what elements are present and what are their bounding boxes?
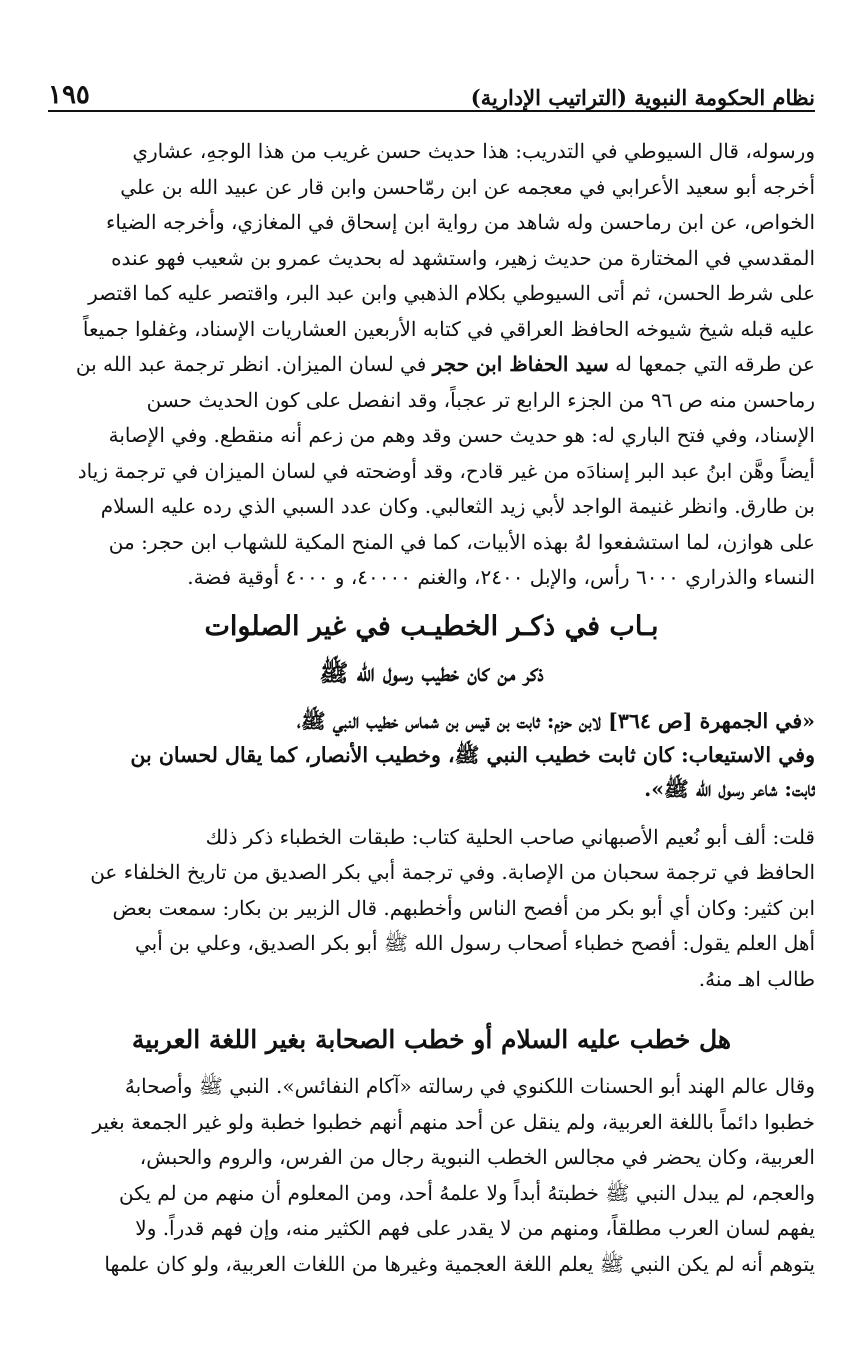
section-heading: هل خطب عليه السلام أو خطب الصحابة بغير اللغة العربية xyxy=(131,1025,732,1054)
section-heading: بـاب في ذكـر الخطيـب في غير الصلوات xyxy=(204,610,659,642)
quote-line: ثابت: شاعر رسول الله ﷺ». xyxy=(644,776,815,801)
text-line: يتوهم أنه لم يكن النبي ﷺ يعلم اللغة العجمية وغيرها من اللغات العربية، ولو كان علمها xyxy=(104,1251,815,1276)
text-line: وقال عالم الهند أبو الحسنات اللكنوي في رسالته «آكام النفائس». النبي ﷺ وأصحابهُ xyxy=(124,1074,815,1098)
text-line-with-bold xyxy=(48,347,815,383)
page-number: ١٩٥ xyxy=(48,80,90,110)
paragraph-comment xyxy=(48,820,815,998)
text-line: على شرط الحسن، ثم أتى السيوطي بكلام الذهبي وابن عبد البر، واقتصر عليه كما اقتصر xyxy=(88,281,815,305)
text-line: ورسوله، قال السيوطي في التدريب: هذا حديث حسن غريب من هذا الوجهِ، عشاري xyxy=(132,139,815,163)
text-line: على هوازن، لما استشفعوا لهُ بهذه الأبيات، كما في المنح المكية للشهاب ابن حجر: من xyxy=(108,529,815,554)
text-line: الإسناد، وفي فتح الباري له: هو حديث حسن وقد وهم من زعم أنه منقطع. وفي الإصابة xyxy=(108,423,815,447)
text-line: يفهم لسان العرب مطلقاً، ومنهم من لا يقدر على فهم الكثير منه، وإن فهم قدراً. ولا xyxy=(135,1216,815,1240)
text-line: العربية، وكان يحضر في مجالس الخطب النبوية رجال من الفرس، والروم والحبش، xyxy=(139,1145,815,1169)
text-line: أخرجه أبو سعيد الأعرابي في معجمه عن ابن رمّاحسن وابن قار عن عبيد الله بن علي xyxy=(120,174,815,199)
paragraph-lucknawi xyxy=(48,1069,815,1282)
text-line: ابن كثير: وكان أي أبو بكر من أفصح الناس وأخطبهم. قال الزبير بن بكار: سمعت بعض xyxy=(112,895,815,920)
quote-line: وفي الاستيعاب: كان ثابت خطيب النبي ﷺ، وخطيب الأنصار، كما يقال لحسان بن xyxy=(130,742,815,767)
bold-name: سيد الحفاظ ابن حجر xyxy=(432,352,609,376)
spacer xyxy=(48,997,815,1009)
running-header xyxy=(48,62,815,112)
text-segment: في لسان الميزان. انظر ترجمة عبد الله بن xyxy=(75,352,433,376)
text-line: بن طارق. وانظر غنيمة الواجد لأبي زيد الثعالبي. وكان عدد السبي الذي رده عليه السلام xyxy=(100,494,815,518)
quote-line: «في الجمهرة [ص ٣٦٤] لابن حزم: ثابت بن قيس بن شماس خطيب النبي ﷺ، xyxy=(296,708,815,733)
running-title: نظام الحكومة النبوية (التراتيب الإدارية) xyxy=(470,85,815,110)
paragraph-footnote-continuation xyxy=(48,134,815,596)
text-line: رماحسن منه ص ٩٦ من الجزء الرابع تر عجباً، وقد انفصل على كون الحديث حسن xyxy=(146,387,815,412)
text-line: النساء والذراري ٦٠٠٠ رأس، والإبل ٢٤٠٠، والغنم ٤٠٠٠٠، و ٤٠٠٠ أوقية فضة. xyxy=(187,565,815,589)
text-line: والعجم، لم يبدل النبي ﷺ خطبتهُ أبداً ولا علمهُ أحد، ومن المعلوم أن منهم من لم يكن xyxy=(119,1180,815,1205)
text-segment: عن طرقه التي جمعها له xyxy=(608,352,815,376)
subsection-heading: ذكر من كان خطيب رسول الله ﷺ xyxy=(319,657,544,687)
text-line: قلت: ألف أبو نُعيم الأصبهاني صاحب الحلية كتاب: طبقات الخطباء ذكر ذلك xyxy=(205,824,815,849)
text-line: الحافظ في ترجمة سحبان من الإصابة. وفي ترجمة أبي بكر الصديق من تاريخ الخلفاء عن xyxy=(90,860,815,884)
text-line: أيضاً وهَّن ابنُ عبد البر إسنادَه من غير قادح، وقد أوضحته في لسان الميزان في ترجمة زياد xyxy=(77,458,815,483)
text-line: عليه قبله شيخ شيوخه الحافظ العراقي في كتابه الأربعين العشاريات الإسناد، وغفلوا جميعاً xyxy=(82,316,815,341)
text-line: طالب اهـ منهُ. xyxy=(698,966,815,991)
quotation-block xyxy=(48,704,815,806)
text-line: الخواص، عن ابن رماحسن وله شاهد من رواية ابن إسحاق في المغازي، وأخرجه الضياء xyxy=(106,210,815,234)
text-line: أهل العلم يقول: أفصح خطباء أصحاب رسول الله ﷺ أبو بكر الصديق، وعلي بن أبي xyxy=(134,931,815,955)
text-line: المقدسي في المختارة من حديث زهير، واستشهد له بحديث عمرو بن شعيب فهو عنده xyxy=(111,245,815,270)
text-line: خطبوا دائماً باللغة العربية، ولم ينقل عن أحد منهم أنهم خطبوا خطبة ولو غير الجمعة بغير xyxy=(92,1109,815,1134)
